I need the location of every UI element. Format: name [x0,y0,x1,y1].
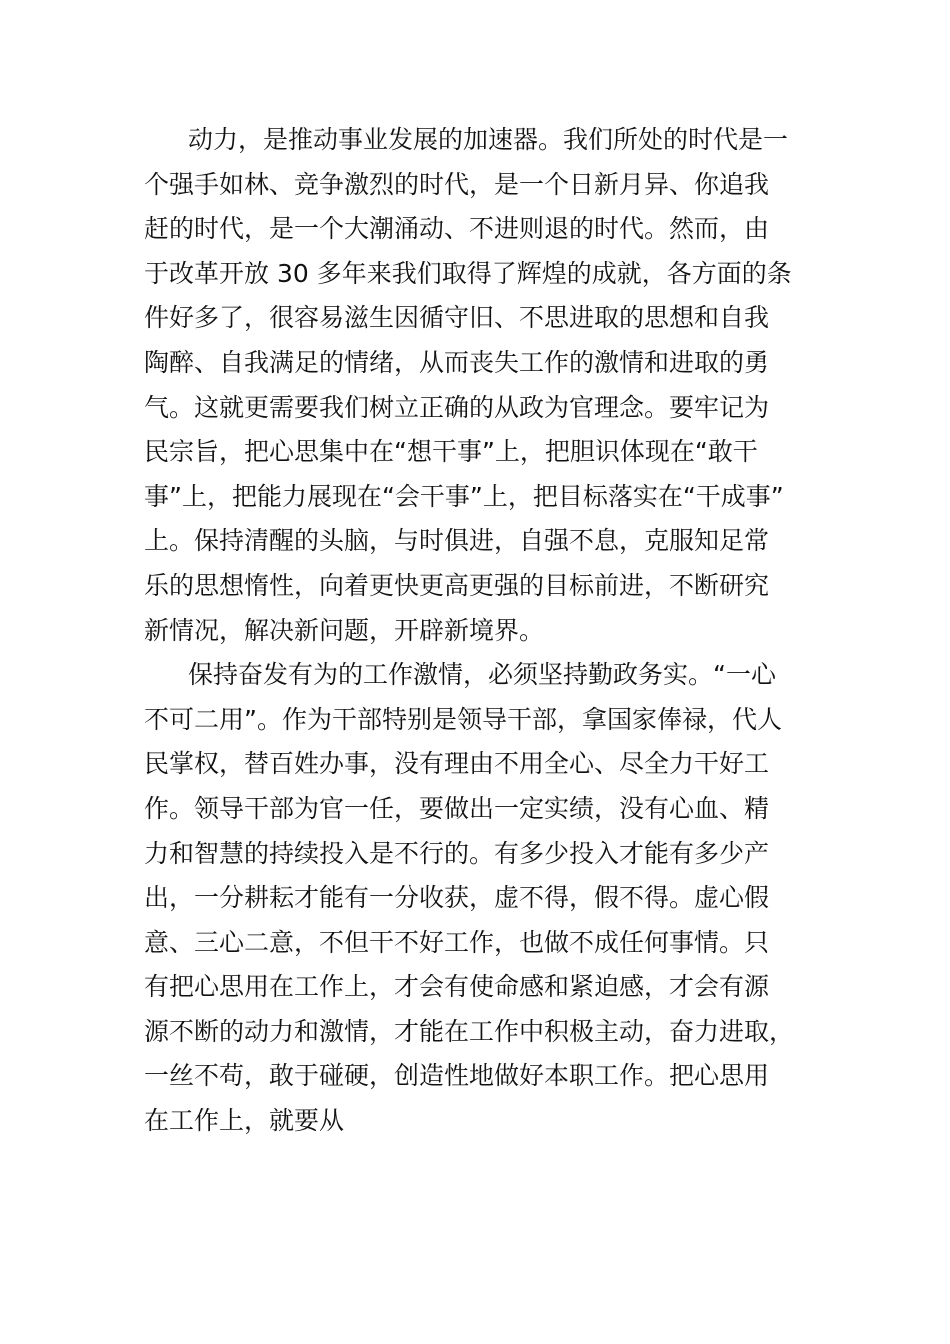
text-line: 意、三心二意，不但干不好工作，也做不成任何事情。只 [144,927,770,957]
text-line: 乐的思想惰性，向着更快更高更强的目标前进，不断研究 [144,570,770,600]
text-line: 不可二用”。作为干部特别是领导干部，拿国家俸禄，代人 [144,704,782,734]
text-line: 动力，是推动事业发展的加速器。我们所处的时代是一 [188,125,789,154]
text-line: 民掌权，替百姓办事，没有理由不用全心、尽全力干好工 [144,749,770,779]
text-line: 有把心思用在工作上，才会有使命感和紧迫感，才会有源 [144,972,770,1002]
text-line: 气。这就更需要我们树立正确的从政为官理念。要牢记为 [144,392,770,422]
text-line: 在工作上，就要从 [144,1106,345,1136]
text-line: 上。保持清醒的头脑，与时俱进，自强不息，克服知足常 [144,526,770,556]
text-line: 源不断的动力和激情，才能在工作中积极主动，奋力进取， [144,1016,795,1046]
text-line: 保持奋发有为的工作激情，必须坚持勤政务实。“一心 [188,660,776,690]
text-line: 力和智慧的持续投入是不行的。有多少投入才能有多少产 [144,838,770,868]
text-line: 件好多了，很容易滋生因循守旧、不思进取的思想和自我 [144,303,770,333]
text-line: 民宗旨，把心思集中在“想干事”上，把胆识体现在“敢干 [144,437,758,467]
body-text [144,118,806,1144]
text-line: 出，一分耕耘才能有一分收获，虚不得，假不得。虚心假 [144,883,770,913]
text-line: 作。领导干部为官一任，要做出一定实绩，没有心血、精 [144,793,770,823]
paragraph-1 [144,118,806,653]
text-line: 新情况，解决新问题，开辟新境界。 [144,615,545,645]
text-line: 于改革开放 30 多年来我们取得了辉煌的成就，各方面的条 [144,258,792,288]
paragraph-2 [144,653,806,1144]
text-line: 一丝不苟，敢于碰硬，创造性地做好本职工作。把心思用 [144,1061,770,1091]
text-line: 陶醉、自我满足的情绪，从而丧失工作的激情和进取的勇 [144,347,770,377]
text-line: 事”上，把能力展现在“会干事”上，把目标落实在“干成事” [144,481,784,511]
text-line: 赶的时代，是一个大潮涌动、不进则退的时代。然而，由 [144,214,770,244]
text-line: 个强手如林、竞争激烈的时代，是一个日新月异、你追我 [144,169,770,199]
